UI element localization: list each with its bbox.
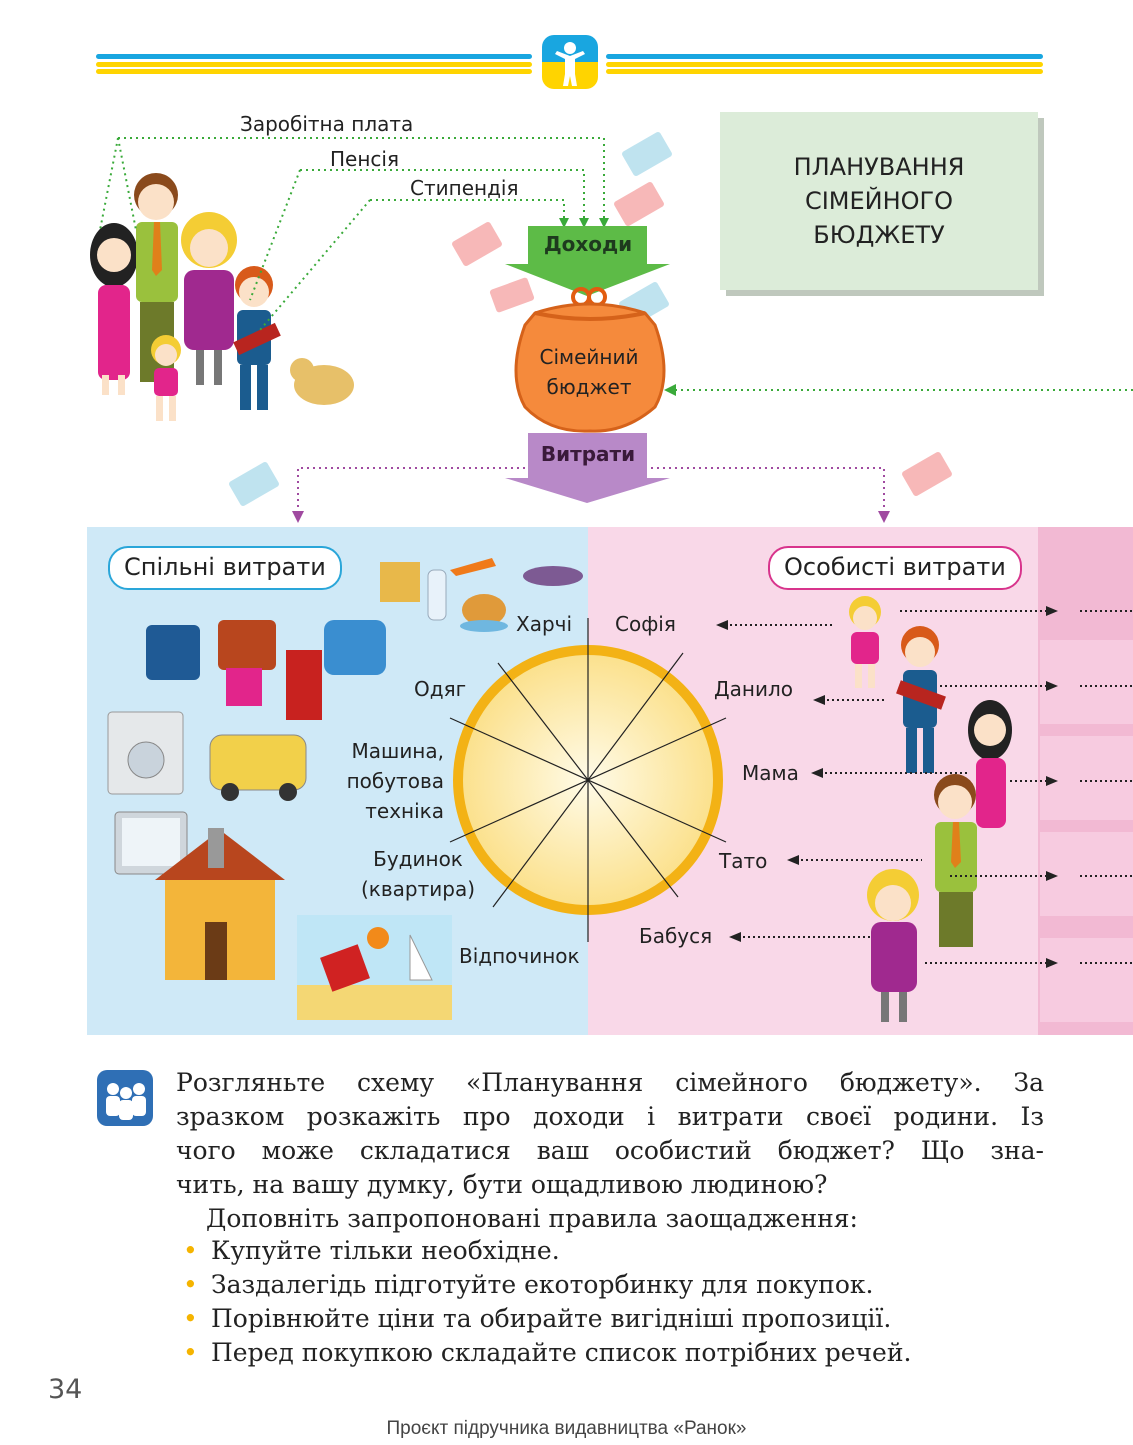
list-item [183, 1234, 1043, 1268]
expenses-arrow-label: Витрати [540, 442, 636, 466]
common-item-house-line-2: (квартира) [360, 877, 476, 901]
common-item-food: Харчі [516, 612, 573, 636]
list-item-text: Порівнюйте ціни та обирайте вигідніші пропозиції. [211, 1304, 892, 1333]
task-paragraph-line-1: Розгляньте схему «Планування сімейного бюджету». За [176, 1068, 1044, 1097]
income-scholarship-label: Стипендія [410, 176, 519, 200]
common-item-car-line-1: Машина, [351, 739, 444, 763]
list-item [183, 1268, 1043, 1302]
member-dad: Тато [719, 849, 768, 873]
title-line-3: БЮДЖЕТУ [813, 221, 945, 249]
purse-label-line-2: бюджет [546, 375, 632, 399]
member-grandma: Бабуся [639, 924, 713, 948]
bullet-icon: • [183, 1236, 198, 1265]
common-item-car-line-2: побутова [346, 769, 444, 793]
common-expenses-title: Спільні витрати [108, 546, 342, 590]
saving-rules-list [183, 1234, 1043, 1370]
income-pension-label: Пенсія [330, 147, 400, 171]
common-item-vacation: Відпочинок [459, 944, 580, 968]
page-number: 34 [48, 1374, 83, 1405]
bullet-icon: • [183, 1338, 198, 1367]
common-item-house-line-1: Будинок [373, 847, 463, 871]
income-salary-label: Заробітна плата [240, 112, 414, 136]
member-mom: Мама [742, 761, 799, 785]
task-paragraph-line-2: зразком розкажіть про доходи і витрати своєї родини. Із [176, 1102, 1044, 1131]
income-arrow-label: Доходи [543, 232, 633, 256]
list-item-text: Заздалегідь підготуйте екоторбинку для покупок. [211, 1270, 874, 1299]
list-item [183, 1336, 1043, 1370]
personal-expenses-title: Особисті витрати [768, 546, 1022, 590]
common-item-car-line-3: техніка [365, 799, 444, 823]
task-paragraph-2: Доповніть запропоновані правила заощадження: [206, 1204, 858, 1233]
list-item-text: Перед покупкою складайте список потрібних речей. [211, 1338, 912, 1367]
task-text [176, 1066, 1044, 1236]
footer-note: Проєкт підручника видавництва «Ранок» [386, 1418, 747, 1439]
purse-label-line-1: Сімейний [539, 345, 639, 369]
list-item [183, 1302, 1043, 1336]
bullet-icon: • [183, 1270, 198, 1299]
list-item-text: Купуйте тільки необхідне. [211, 1236, 560, 1265]
task-paragraph-line-4: чить, на вашу думку, бути ощадливою людиною? [176, 1170, 828, 1199]
member-sofia: Софія [615, 612, 676, 636]
bullet-icon: • [183, 1304, 198, 1333]
title-line-2: СІМЕЙНОГО [804, 187, 954, 215]
task-paragraph-line-3: чого може складатися ваш особистий бюджет? Що зна- [176, 1136, 1044, 1165]
common-item-clothes: Одяг [414, 677, 467, 701]
member-danylo: Данило [714, 677, 793, 701]
group-work-icon [96, 1069, 154, 1127]
title-line-1: ПЛАНУВАННЯ [793, 153, 965, 181]
